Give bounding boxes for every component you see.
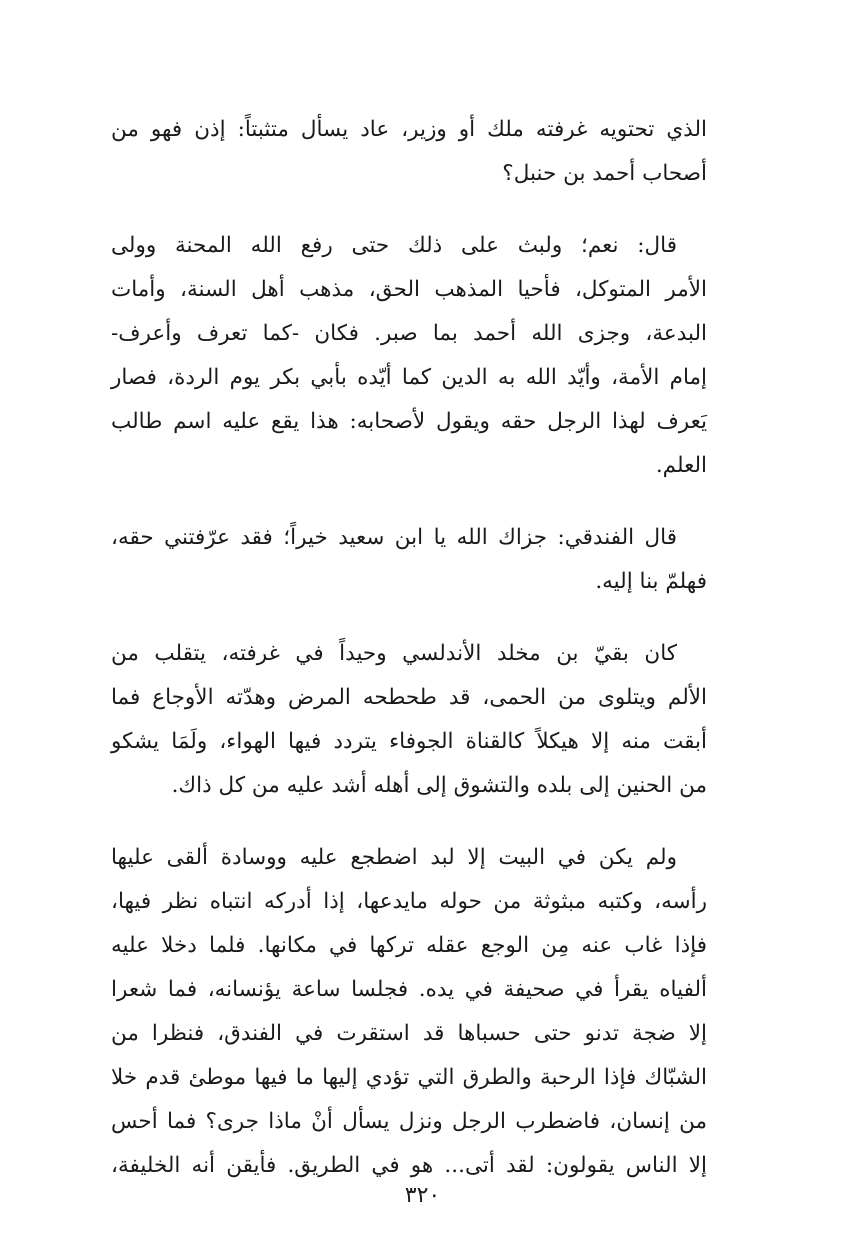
text-line: من إنسان، فاضطرب الرجل ونزل يسأل أنْ ماذا جرى؟ فما أحس — [111, 1109, 707, 1134]
text-line: يَعرف لهذا الرجل حقه ويقول لأصحابه: هذا يقع عليه اسم طالب — [111, 409, 707, 434]
text-line: إلا ضجة تدنو حتى حسباها قد استقرت في الفندق، فنظرا من — [111, 1021, 707, 1046]
text-line: فهلمّ بنا إليه. — [595, 569, 707, 594]
text-line: العلم. — [655, 453, 707, 478]
text-line: الذي تحتويه غرفته ملك أو وزير، عاد يسأل متثبتاً: إذن فهو من — [111, 117, 707, 142]
paragraph — [0, 632, 845, 808]
text-line: رأسه، وكتبه مبثوثة من حوله مايدعها، إذا أدركه انتباه نظر فيها، — [111, 889, 707, 914]
text-line: الشبّاك فإذا الرحبة والطرق التي تؤدي إليها ما فيها موطئ قدم خلا — [111, 1065, 707, 1090]
text-line: كان بقيّ بن مخلد الأندلسي وحيداً في غرفته، يتقلب من — [111, 641, 677, 666]
text-line: من الحنين إلى بلده والتشوق إلى أهله أشد عليه من كل ذاك. — [171, 773, 707, 798]
text-line: أبقت منه إلا هيكلاً كالقناة الجوفاء يتردد فيها الهواء، ولَمَا يشكو — [111, 729, 707, 754]
paragraph — [0, 836, 845, 1188]
text-line: إمام الأمة، وأيّد الله به الدين كما أيّده بأبي بكر يوم الردة، فصار — [111, 365, 707, 390]
text-line: الألم ويتلوى من الحمى، قد طحطحه المرض وهدّته الأوجاع فما — [111, 685, 707, 710]
page-body — [0, 108, 845, 1216]
text-line: الأمر المتوكل، فأحيا المذهب الحق، مذهب أهل السنة، وأمات — [111, 277, 707, 302]
text-line: ألفياه يقرأ في صحيفة في يده. فجلسا ساعة يؤنسانه، فما شعرا — [111, 977, 707, 1002]
paragraph — [0, 108, 845, 196]
text-line: إلا الناس يقولون: لقد أتى... هو في الطريق. فأيقن أنه الخليفة، — [111, 1153, 707, 1178]
text-line: فإذا غاب عنه مِن الوجع عقله تركها في مكانها. فلما دخلا عليه — [111, 933, 707, 958]
paragraph — [0, 516, 845, 604]
text-line: قال الفندقي: جزاك الله يا ابن سعيد خيراً؛ فقد عرّفتني حقه، — [111, 525, 677, 550]
text-line: البدعة، وجزى الله أحمد بما صبر. فكان -كما تعرف وأعرف- — [111, 321, 707, 346]
text-line: أصحاب أحمد بن حنبل؟ — [502, 161, 707, 186]
text-line: قال: نعم؛ ولبث على ذلك حتى رفع الله المحنة وولى — [111, 233, 677, 258]
paragraph — [0, 224, 845, 488]
page-number: ٣٢٠ — [404, 1183, 441, 1208]
text-line: ولم يكن في البيت إلا لبد اضطجع عليه ووسادة ألقى عليها — [111, 845, 677, 870]
